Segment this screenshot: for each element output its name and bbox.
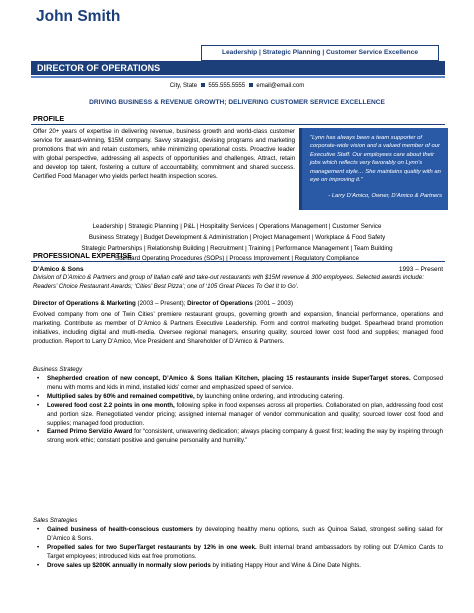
phone: 555.555.5555 <box>208 83 246 89</box>
bullet-highlight: Drove sales up $200K annually in normally slow periods <box>47 561 211 569</box>
profile-section-header <box>31 114 445 125</box>
bullet-highlight: Lowered food cost 2.2 points in one month, <box>47 401 175 409</box>
bullet-detail: following spike in food expenses across all properties. Collaborated on plan, addressing food cost and portion size. Renegotiated vendor pricing; assigned internal manager of vendor communication and quality; sourced lower cost food and supplies; managed food production. <box>47 401 443 427</box>
role-summary: Evolved company from one of Twin Cities’ premiere restaurant groups, governing growth and expansion, financial performance, operations and marketing. Contribute as member of D’Amico & Partners Executive Leadership. Form and control marketing budget. Spearhead brand promotion initiatives, including digital and multi-media. Oversee regional managers, ensuring quality; sourced lower cost food and supplies; managed food production. Report to Larry D’Amico, Vice President and Shareholder of D’Amico & Partners. <box>33 311 443 345</box>
separator-square-icon <box>201 83 205 87</box>
bullet-detail: by initiating Happy Hour and Wine & Dine Date Nights. <box>210 561 361 569</box>
separator-square-icon <box>249 83 253 87</box>
bullet-highlight: Gained business of health-conscious customers <box>47 526 193 533</box>
role-title: Director of Operations & Marketing <box>33 300 136 307</box>
testimonial-box <box>299 128 448 210</box>
role-line <box>33 299 443 308</box>
bullet-highlight: Shepherded creation of new concept, D’Amico & Sons Italian Kitchen, placing 15 restaurants inside SuperTarget stores. <box>47 375 411 382</box>
company-years: 1993 – Present <box>398 266 443 273</box>
email[interactable]: email@email.com <box>256 83 305 89</box>
skills-line: Strategic Partnerships | Relationship Building | Recruitment | Training | Performance Management | Team Building <box>81 244 393 252</box>
list-item <box>33 393 443 402</box>
bullet-detail: by developing healthy menu options, such as Quinoa Salad, strongest selling salad for D’Amico & Sons. <box>47 526 443 542</box>
experience-section-header <box>31 251 445 262</box>
bullet-highlight: Earned Primo Servizio Award <box>47 428 133 436</box>
business-strategy-list <box>33 375 443 446</box>
bullet-highlight: Multiplied sales by 60% and remained competitive, <box>47 392 195 400</box>
list-item <box>33 402 443 429</box>
profile-summary: Offer 20+ years of expertise in delivering revenue, business growth and world-class customer service for award-winning, $15M company. Savvy strategist, devising programs and marketing promotions that win and retain customers, while minimizing operational costs. Proactive leader with global perspective, addressing all aspects of opportunities and challenges. Attract, retain and develop top talent, fostering a culture of accountability, commitment and shared success. Certified Food Manager who yields perfect health inspection scores. <box>33 128 295 181</box>
profile-heading: PROFILE <box>33 114 65 123</box>
bullet-detail: for “consistent, unwavering dedication; always placing company & guest first; leading the way by inspiring through strong work ethic; constant positive and genuine personality and humility.” <box>47 428 443 445</box>
location: City, State <box>169 83 198 89</box>
list-item <box>33 428 443 446</box>
bullet-detail: Composed menu with moms and kids in mind, installed kids’ corner and emphasized speed of service. <box>47 375 443 391</box>
job-title: DIRECTOR OF OPERATIONS <box>37 63 161 73</box>
title-accent-line <box>31 76 445 78</box>
sales-strategies-list <box>33 526 443 571</box>
company-description: Division of D’Amico & Partners and group of Italian café and take-out restaurants with $15M revenue & 300 employees. Selected awards include: Readers’ Choice Restaurant Awards; ‘Cities’ Best Pizza’; one of ‘105 Great Places To Get It to Go’. <box>33 274 424 290</box>
list-item <box>33 375 443 393</box>
company-line <box>33 265 443 274</box>
tagline-box: Leadership | Strategic Planning | Customer Service Excellence <box>201 45 439 61</box>
list-item <box>33 562 443 571</box>
experience-heading: PROFESSIONAL EXPERTISE <box>33 251 132 260</box>
list-item <box>33 544 443 562</box>
candidate-name: John Smith <box>36 8 121 25</box>
sales-strategies-subheading: Sales Strategies <box>33 517 78 524</box>
skills-line: Business Strategy | Budget Development & Administration | Project Management | Workplace & Food Safety <box>88 233 386 241</box>
headline: DRIVING BUSINESS & REVENUE GROWTH; DELIVERING CUSTOMER SERVICE EXCELLENCE <box>89 99 385 106</box>
testimonial-quote: “Lynn has always been a team supporter of corporate-wide vision and a valued member of our Executive Staff. Our employees care about their jobs which reflects very favorably on Lynn’s management style… She maintains quality with an eye on improving it.” <box>310 135 441 184</box>
title-bar <box>31 61 445 75</box>
skills-line: Standard Operating Procedures (SOPs) | Process Improvement | Regulatory Compliance <box>115 255 359 263</box>
company-name: D’Amico & Sons <box>33 266 84 273</box>
testimonial-attribution: - Larry D’Amico, Owner, D’Amico & Partners <box>328 193 442 199</box>
skills-line: Leadership | Strategic Planning | P&L | Hospitality Services | Operations Management | Customer Service <box>92 223 382 230</box>
role-years: (2001 – 2003) <box>254 300 294 307</box>
contact-line <box>0 82 474 91</box>
bullet-detail: Built internal brand ambassadors by rolling out D’Amico Cards to Target employees; introduced kids eat free promotions. <box>47 543 443 560</box>
list-item <box>33 526 443 544</box>
role-title: Director of Operations <box>187 300 253 307</box>
business-strategy-subheading: Business Strategy <box>33 366 83 373</box>
bullet-highlight: Propelled sales for two SuperTarget restaurants by 12% in one week. <box>47 543 257 551</box>
bullet-detail: by launching online ordering, and introducing catering. <box>194 392 344 400</box>
role-years: (2003 – Present); <box>137 300 186 307</box>
